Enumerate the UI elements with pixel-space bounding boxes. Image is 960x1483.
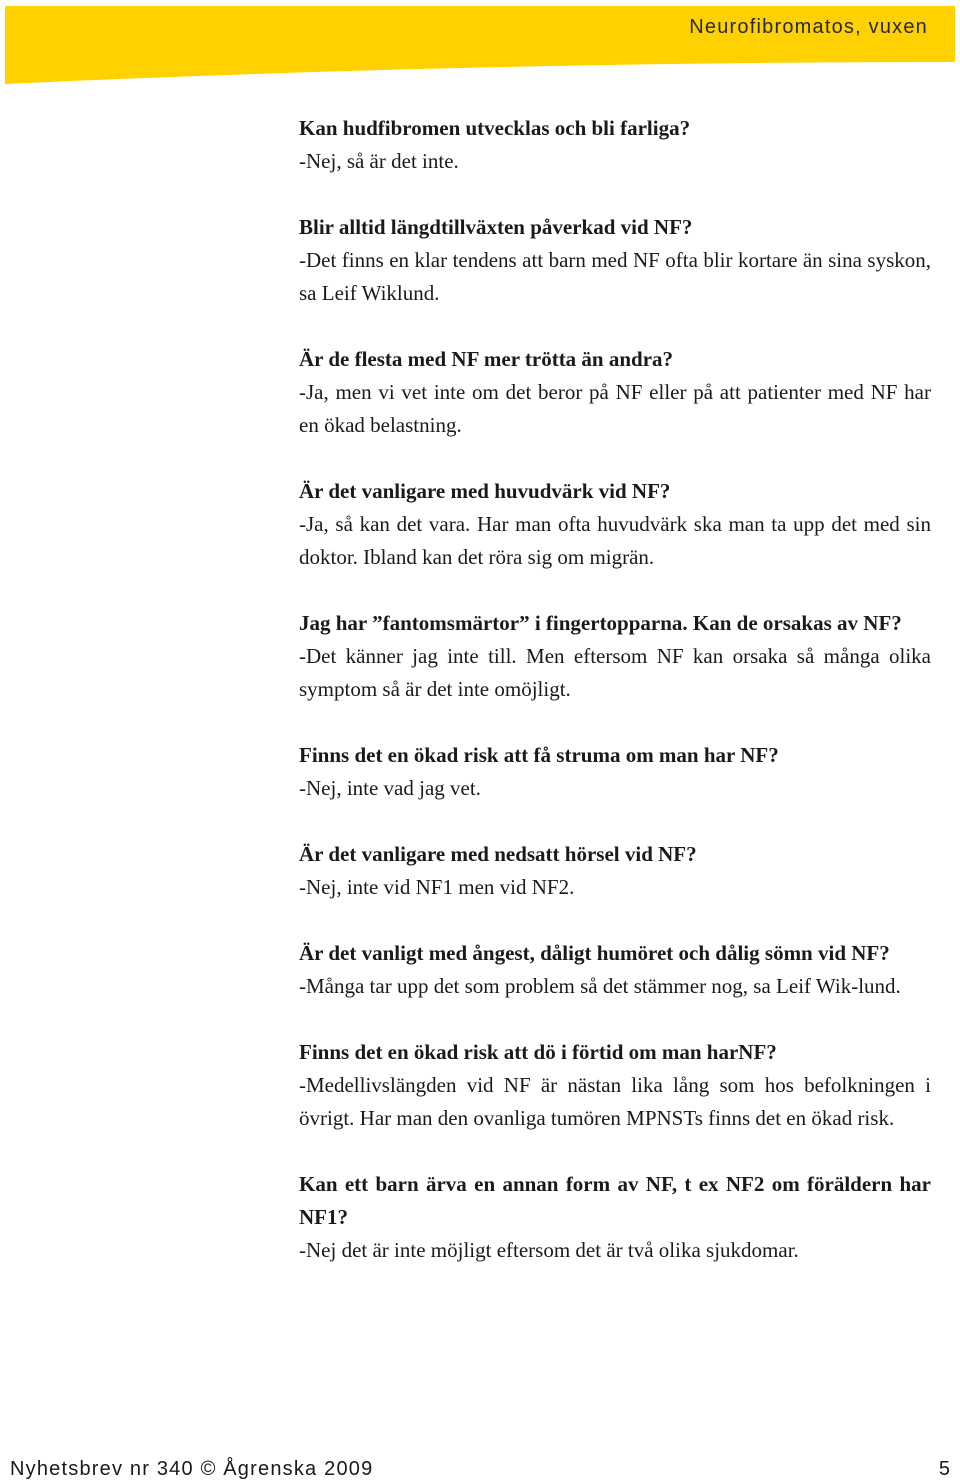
answer: -Många tar upp det som problem så det stämmer nog, sa Leif Wik-lund. <box>299 974 901 998</box>
footer-newsletter-info: Nyhetsbrev nr 340 © Ågrenska 2009 <box>10 1458 374 1480</box>
question: Blir alltid längdtillväxten påverkad vid NF? <box>299 215 693 239</box>
answer: -Nej, så är det inte. <box>299 149 459 173</box>
question: Är det vanligare med nedsatt hörsel vid NF? <box>299 842 697 866</box>
question: Är det vanligt med ångest, dåligt humöret och dålig sömn vid NF? <box>299 941 890 965</box>
qa-item <box>299 1168 931 1267</box>
header-band-shape <box>0 0 960 90</box>
qa-item <box>299 1036 931 1135</box>
question: Kan ett barn ärva en annan form av NF, t ex NF2 om föräldern har NF1? <box>299 1172 931 1229</box>
question: Jag har ”fantomsmärtor” i fingertopparna. Kan de orsakas av NF? <box>299 611 902 635</box>
answer: -Ja, men vi vet inte om det beror på NF eller på att patienter med NF har en ökad belastning. <box>299 380 931 437</box>
question: Finns det en ökad risk att få struma om man har NF? <box>299 743 779 767</box>
page-number: 5 <box>938 1458 950 1480</box>
answer: -Nej, inte vad jag vet. <box>299 776 481 800</box>
header-title: Neurofibromatos, vuxen <box>689 16 928 38</box>
answer: -Det känner jag inte till. Men eftersom NF kan orsaka så många olika symptom så är det inte omöjligt. <box>299 644 931 701</box>
answer: -Ja, så kan det vara. Har man ofta huvudvärk ska man ta upp det med sin doktor. Ibland kan det röra sig om migrän. <box>299 512 931 569</box>
qa-item <box>299 343 931 442</box>
question: Kan hudfibromen utvecklas och bli farliga? <box>299 116 691 140</box>
answer: -Det finns en klar tendens att barn med NF ofta blir kortare än sina syskon, sa Leif Wiklund. <box>299 248 931 305</box>
answer: -Nej, inte vid NF1 men vid NF2. <box>299 875 575 899</box>
qa-item <box>299 475 931 574</box>
qa-item <box>299 838 931 904</box>
qa-item <box>299 937 931 1003</box>
question: Är de flesta med NF mer trötta än andra? <box>299 347 674 371</box>
answer: -Medellivslängden vid NF är nästan lika lång som hos befolkningen i övrigt. Har man den ovanliga tumören MPNSTs finns det en ökad risk. <box>299 1073 931 1130</box>
question: Är det vanligare med huvudvärk vid NF? <box>299 479 671 503</box>
qa-item <box>299 739 931 805</box>
header-band <box>0 0 960 90</box>
answer: -Nej det är inte möjligt eftersom det är två olika sjukdomar. <box>299 1238 799 1262</box>
qa-item <box>299 112 931 178</box>
qa-item <box>299 607 931 706</box>
question: Finns det en ökad risk att dö i förtid om man harNF? <box>299 1040 777 1064</box>
qa-list <box>299 112 931 1300</box>
qa-item <box>299 211 931 310</box>
